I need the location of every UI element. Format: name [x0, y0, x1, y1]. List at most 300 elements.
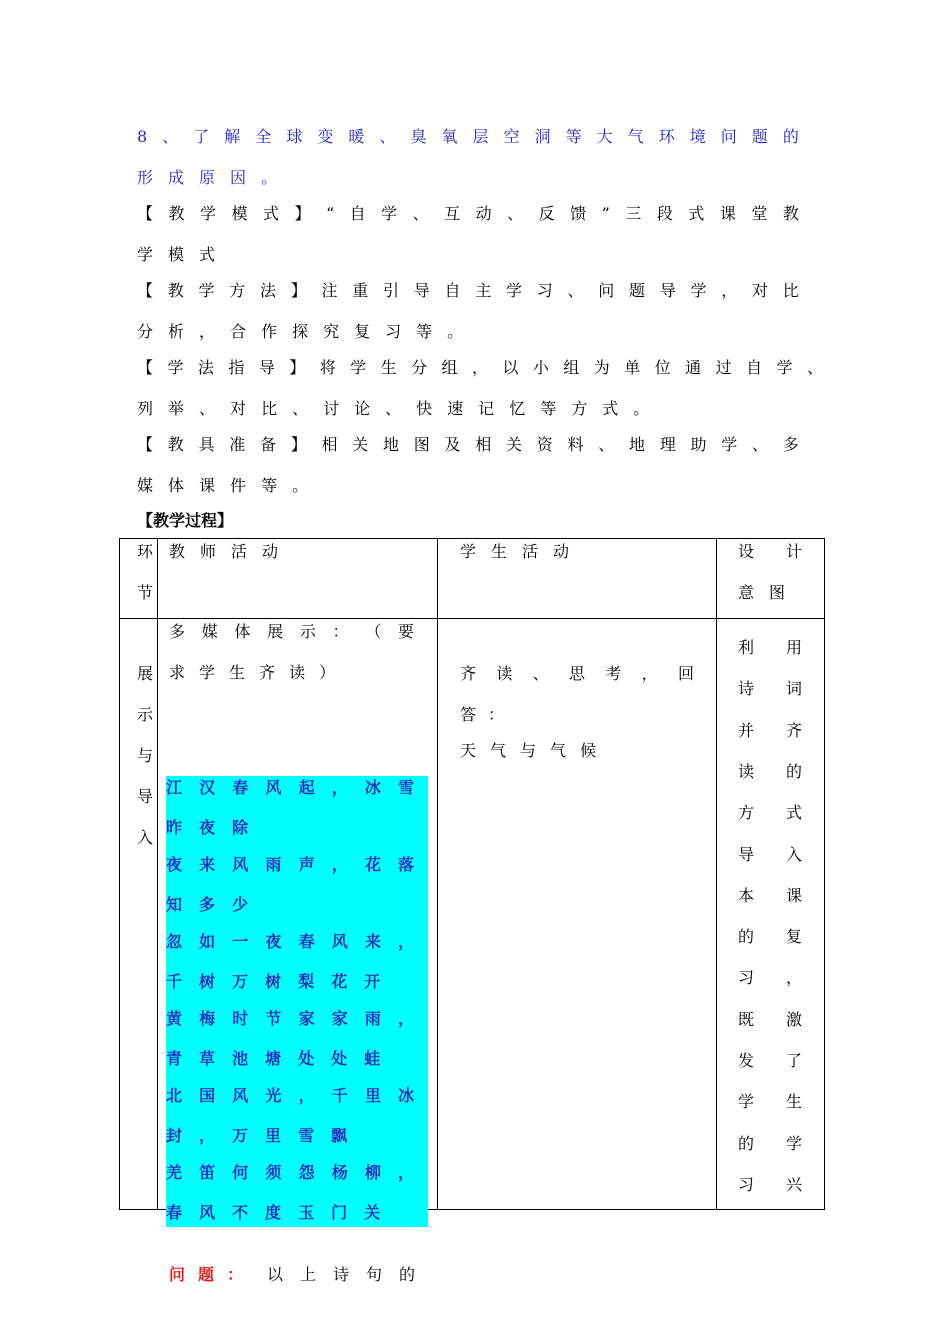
process-title: 【教学过程】 [137, 511, 234, 530]
header-stage-char1: 环 [137, 542, 154, 561]
char: 学 [137, 245, 154, 264]
char: “ [326, 204, 335, 223]
char: 学 [785, 1133, 802, 1153]
char: 答 [460, 705, 477, 724]
char: 媒 [137, 476, 154, 495]
char: 来 [199, 855, 216, 874]
char: 齐 [259, 663, 276, 682]
char: 动 [475, 204, 492, 223]
teaching-tools-line1 [137, 434, 799, 456]
char: 读 [738, 761, 755, 781]
char: 展 [267, 622, 284, 641]
char: 教 [167, 435, 184, 454]
char: 。 [447, 322, 464, 341]
char: 方 [229, 281, 246, 300]
char: 里 [364, 1086, 381, 1105]
char: 的 [738, 1133, 755, 1153]
stage-char: 导 [137, 787, 154, 806]
char: 诗 [738, 679, 755, 699]
poem-highlight-box [166, 776, 428, 1227]
char: 师 [200, 542, 217, 561]
char: 国 [199, 1086, 216, 1105]
char: 问 [169, 1265, 186, 1284]
char: 花 [331, 972, 348, 991]
stage-char: 展 [137, 664, 154, 683]
char: 位 [654, 358, 671, 377]
char: 课 [199, 476, 216, 495]
char: 解 [224, 127, 241, 146]
char: 】 [290, 435, 307, 454]
design-intent-line [738, 844, 802, 866]
char: 气 [627, 127, 644, 146]
char: ， [397, 1009, 414, 1028]
design-intent-line [738, 1133, 802, 1155]
char: 关 [364, 1203, 381, 1222]
char: 夜 [199, 818, 216, 837]
design-intent-line [738, 637, 802, 659]
char: 学 [460, 542, 477, 561]
char: 重 [352, 281, 369, 300]
header-stage [120, 539, 158, 619]
char: 备 [260, 435, 277, 454]
char: ： [226, 1265, 243, 1284]
char: 并 [738, 720, 755, 740]
teaching-mode-line2 [137, 244, 230, 266]
char: 自 [349, 204, 366, 223]
char: 雨 [364, 1009, 381, 1028]
design-intent-line [738, 926, 802, 948]
char: 设 [738, 542, 755, 561]
char: 导 [413, 281, 430, 300]
char: 速 [447, 399, 464, 418]
char: 作 [261, 322, 278, 341]
char: 体 [168, 476, 185, 495]
char: 杨 [331, 1163, 348, 1182]
char: （ [365, 622, 382, 641]
char: 思 [568, 664, 585, 683]
char: 兴 [785, 1174, 802, 1194]
poem-line [166, 1162, 414, 1184]
char: 梅 [199, 1009, 216, 1028]
char: ， [199, 1126, 216, 1145]
char: 氧 [441, 127, 458, 146]
char: 春 [298, 932, 315, 951]
char: 图 [413, 435, 430, 454]
char: 梨 [298, 972, 315, 991]
char: 件 [230, 476, 247, 495]
char: 活 [231, 542, 248, 561]
char: 暖 [348, 127, 365, 146]
teacher-intro-line1 [169, 621, 414, 643]
char: 春 [232, 778, 249, 797]
char: 分 [411, 358, 428, 377]
char: 学 [200, 204, 217, 223]
char: 开 [364, 972, 381, 991]
char: 风 [232, 855, 249, 874]
char: 天 [460, 741, 477, 760]
poem-line [166, 931, 414, 953]
header-teacher-label [169, 541, 278, 563]
design-intent-line [738, 802, 802, 824]
study-guide-line2 [137, 398, 664, 420]
char: 知 [166, 895, 183, 914]
char: 媒 [201, 622, 218, 641]
char: 对 [230, 399, 247, 418]
char: 飘 [331, 1126, 348, 1145]
char: 塘 [265, 1049, 282, 1068]
poem-line [166, 1085, 414, 1107]
char: 处 [331, 1049, 348, 1068]
char: 习 [738, 1174, 755, 1194]
char: 自 [746, 358, 763, 377]
char: 求 [169, 663, 186, 682]
char: 气 [550, 741, 567, 760]
char: 教 [167, 281, 184, 300]
char: ， [397, 932, 414, 951]
char: ） [319, 663, 336, 682]
header-student-label [460, 541, 569, 563]
char: 比 [261, 399, 278, 418]
char: 组 [441, 358, 458, 377]
char: 问 [720, 127, 737, 146]
char: 引 [383, 281, 400, 300]
char: 玉 [298, 1203, 315, 1222]
header-design [717, 539, 825, 619]
char: 模 [231, 204, 248, 223]
char: 与 [520, 741, 537, 760]
char: 图 [769, 583, 786, 602]
char: 处 [298, 1049, 315, 1068]
char: 活 [522, 542, 539, 561]
char: 自 [444, 281, 461, 300]
char: 【 [137, 281, 154, 300]
design-intent-line [738, 967, 802, 989]
char: 境 [689, 127, 706, 146]
char: 因 [230, 168, 247, 187]
objective-8-line1 [137, 126, 799, 148]
char: 快 [416, 399, 433, 418]
poem-line [166, 777, 414, 799]
design-intent-line [738, 1091, 802, 1113]
char: 相 [321, 435, 338, 454]
char: 意 [738, 583, 755, 602]
char: 入 [785, 844, 802, 864]
char: 及 [444, 435, 461, 454]
char: 夜 [166, 855, 183, 874]
char: 时 [232, 1009, 249, 1028]
question-line [169, 1264, 415, 1286]
char: 。 [633, 399, 650, 418]
char: 齐 [460, 664, 477, 683]
char: 形 [137, 168, 154, 187]
char: 学 [506, 281, 523, 300]
char: 球 [286, 127, 303, 146]
char: 题 [629, 281, 646, 300]
stage-char: 示 [137, 705, 154, 724]
poem-line [166, 817, 414, 839]
char: 对 [752, 281, 769, 300]
char: 地 [629, 435, 646, 454]
char: 羌 [166, 1163, 183, 1182]
char: 万 [232, 972, 249, 991]
char: 回 [677, 664, 694, 683]
char: 通 [685, 358, 702, 377]
student-line3 [460, 740, 596, 762]
char: 体 [234, 622, 251, 641]
char: 用 [785, 638, 802, 657]
objective-8-line2 [137, 167, 292, 189]
char: 何 [232, 1163, 249, 1182]
char: 封 [166, 1126, 183, 1145]
char: ， [331, 855, 348, 874]
char: 层 [472, 127, 489, 146]
char: 生 [491, 542, 508, 561]
char: 雪 [298, 1126, 315, 1145]
teaching-mode-line1 [137, 203, 799, 225]
char: 雪 [397, 778, 414, 797]
char: 、 [507, 204, 524, 223]
table-row-intro [120, 619, 825, 1210]
char: 、 [598, 435, 615, 454]
char: 馈 [570, 204, 587, 223]
poem-line [166, 1048, 414, 1070]
char: 准 [229, 435, 246, 454]
char: 料 [567, 435, 584, 454]
char: 生 [229, 663, 246, 682]
char: 堂 [751, 204, 768, 223]
char: 洞 [534, 127, 551, 146]
char: 讨 [323, 399, 340, 418]
char: 生 [380, 358, 397, 377]
char: 北 [166, 1086, 183, 1105]
char: 诗 [332, 1265, 349, 1284]
char: 候 [580, 741, 597, 760]
poem-line [166, 971, 414, 993]
char: 【 [137, 435, 154, 454]
char: 、 [199, 399, 216, 418]
char: 列 [137, 399, 154, 418]
char: 来 [364, 932, 381, 951]
char: 一 [232, 932, 249, 951]
char: 学 [721, 435, 738, 454]
teaching-method-line1 [137, 280, 799, 302]
char: 等 [416, 322, 433, 341]
question-text [267, 1264, 415, 1286]
char: 树 [265, 972, 282, 991]
char: 的 [782, 127, 799, 146]
char: 课 [719, 204, 736, 223]
char: 的 [738, 927, 755, 947]
poem-line [166, 854, 414, 876]
char: 臭 [410, 127, 427, 146]
char: 论 [354, 399, 371, 418]
char: ” [601, 204, 610, 223]
char: 读 [289, 663, 306, 682]
char: 如 [199, 932, 216, 951]
design-intent-line [738, 1009, 802, 1031]
char: 节 [265, 1009, 282, 1028]
char: 。 [261, 168, 278, 187]
char: 。 [292, 476, 309, 495]
design-intent-line [738, 885, 802, 907]
char: 、 [162, 127, 179, 146]
char: 法 [260, 281, 277, 300]
char: 比 [782, 281, 799, 300]
char: 冰 [397, 1086, 414, 1105]
char: 为 [593, 358, 610, 377]
header-stage-char2: 节 [137, 583, 154, 602]
char: 环 [658, 127, 675, 146]
design-intent-line [738, 720, 802, 742]
char: 导 [738, 844, 755, 864]
char: 学 [690, 281, 707, 300]
char: 、 [532, 664, 549, 683]
design-intent-line [738, 1174, 802, 1196]
char: 气 [490, 741, 507, 760]
char: 理 [659, 435, 676, 454]
char: 示 [299, 622, 316, 641]
teaching-tools-line2 [137, 475, 323, 497]
char: 生 [785, 1092, 802, 1112]
char: 既 [738, 1009, 755, 1029]
char: 分 [137, 322, 154, 341]
char: 学 [776, 358, 793, 377]
char: 段 [656, 204, 673, 223]
char: 学 [738, 1092, 755, 1112]
char: 齐 [785, 720, 802, 740]
char: 】 [289, 358, 306, 377]
char: 了 [785, 1051, 802, 1070]
char: 式 [602, 399, 619, 418]
char: 资 [536, 435, 553, 454]
char: 、 [292, 399, 309, 418]
char: 究 [323, 322, 340, 341]
char: 计 [785, 542, 802, 561]
char: 学 [199, 663, 216, 682]
design-intent-cell [717, 619, 825, 1210]
teacher-intro-line2 [169, 662, 335, 684]
char: ， [397, 1163, 414, 1182]
char: 门 [331, 1203, 348, 1222]
char: 读 [496, 664, 513, 683]
char: 相 [475, 435, 492, 454]
poem-line [166, 1125, 414, 1147]
char: 柳 [364, 1163, 381, 1182]
char: 的 [398, 1265, 415, 1284]
char: 家 [298, 1009, 315, 1028]
char: 以 [502, 358, 519, 377]
char: 草 [199, 1049, 216, 1068]
char: 关 [506, 435, 523, 454]
char: 全 [255, 127, 272, 146]
char: 千 [331, 1086, 348, 1105]
stage-char: 入 [137, 828, 154, 847]
char: 问 [598, 281, 615, 300]
char: 冰 [364, 778, 381, 797]
question-label [169, 1264, 243, 1286]
char: 导 [659, 281, 676, 300]
char: 花 [364, 855, 381, 874]
char: 复 [785, 927, 802, 947]
char: 度 [265, 1203, 282, 1222]
char: 】 [294, 204, 311, 223]
char: 落 [397, 855, 414, 874]
header-student [438, 539, 717, 619]
char: ： [488, 705, 505, 724]
char: ， [298, 1086, 315, 1105]
char: 青 [166, 1049, 183, 1068]
char: 反 [538, 204, 555, 223]
char: 等 [565, 127, 582, 146]
char: 互 [444, 204, 461, 223]
char: 忽 [166, 932, 183, 951]
char: 以 [267, 1265, 284, 1284]
char: 大 [596, 127, 613, 146]
char: 少 [232, 895, 249, 914]
poem-line [166, 1202, 414, 1224]
char: 、 [379, 127, 396, 146]
student-activity-cell [438, 619, 717, 1210]
char: 汉 [199, 778, 216, 797]
char: 激 [785, 1009, 802, 1029]
char: 教 [782, 204, 799, 223]
char: 的 [785, 761, 802, 781]
char: ， [641, 664, 658, 683]
char: 式 [785, 803, 802, 823]
char: 风 [331, 932, 348, 951]
char: 关 [352, 435, 369, 454]
char: ， [471, 358, 488, 377]
char: 注 [321, 281, 338, 300]
char: 、 [806, 358, 823, 377]
char: 词 [785, 679, 802, 699]
header-design-line1 [738, 541, 802, 563]
char: 式 [263, 204, 280, 223]
char: 合 [230, 322, 247, 341]
char: 学 [167, 358, 184, 377]
char: 题 [751, 127, 768, 146]
char: 教 [169, 542, 186, 561]
char: 上 [299, 1265, 316, 1284]
char: 、 [752, 435, 769, 454]
teacher-activity-cell [158, 619, 438, 1284]
char: 光 [265, 1086, 282, 1105]
char: 风 [232, 1086, 249, 1105]
char: ， [331, 778, 348, 797]
poem-line [166, 1008, 414, 1030]
char: 具 [198, 435, 215, 454]
char: 怨 [298, 1163, 315, 1182]
char: 式 [688, 204, 705, 223]
char: 等 [261, 476, 278, 495]
char: 式 [199, 245, 216, 264]
char: 教 [168, 204, 185, 223]
char: 忆 [509, 399, 526, 418]
char: 须 [265, 1163, 282, 1182]
char: 记 [478, 399, 495, 418]
char: 多 [782, 435, 799, 454]
design-intent-line [738, 678, 802, 700]
char: 夜 [265, 932, 282, 951]
char: 多 [199, 895, 216, 914]
char: 空 [503, 127, 520, 146]
char: 方 [571, 399, 588, 418]
char: 江 [166, 778, 183, 797]
char: 原 [199, 168, 216, 187]
study-guide-line1 [137, 357, 823, 379]
char: 【 [137, 204, 154, 223]
char: 起 [298, 778, 315, 797]
